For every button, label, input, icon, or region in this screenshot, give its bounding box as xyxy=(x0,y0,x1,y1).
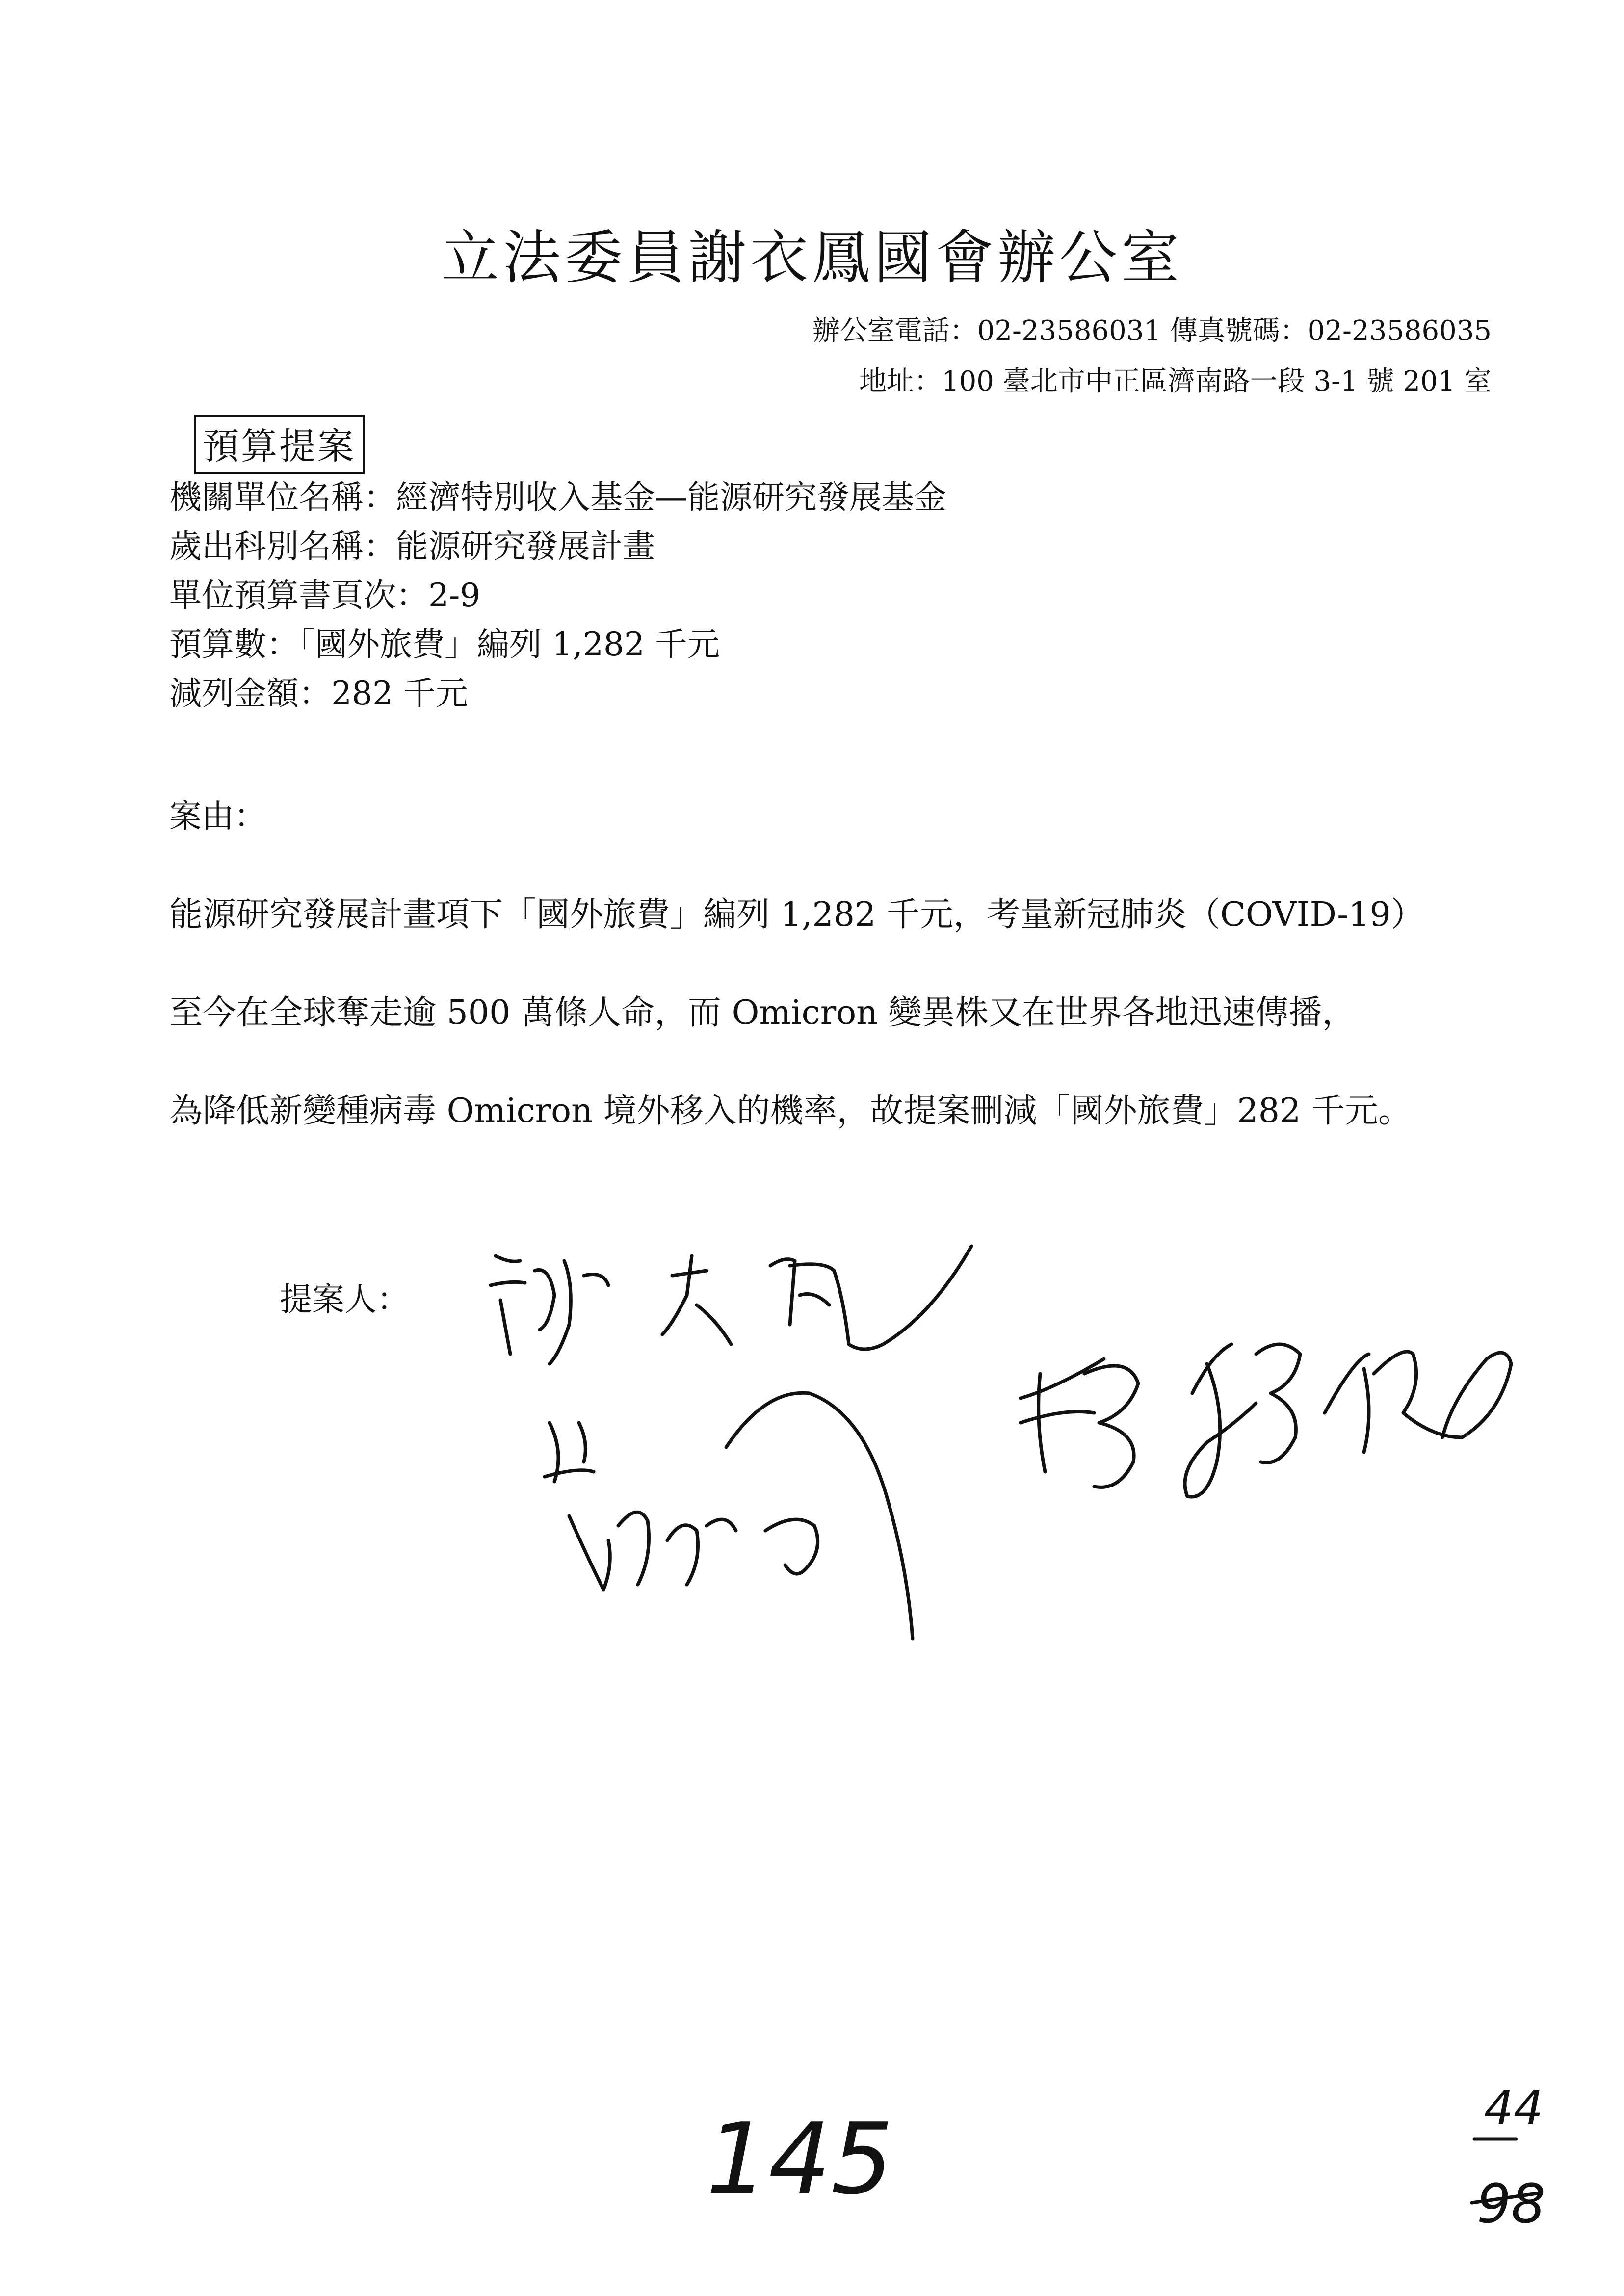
field-budget-page: 單位預算書頁次：2-9 xyxy=(169,576,481,614)
field-expenditure-category: 歲出科別名稱：能源研究發展計畫 xyxy=(169,527,655,565)
office-title: 立法委員謝衣鳳國會辦公室 xyxy=(441,224,1183,291)
signature-3 xyxy=(545,1393,913,1639)
page-number: 145 xyxy=(706,2102,893,2217)
reason-line: 能源研究發展計畫項下「國外旅費」編列 1,282 千元，考量新冠肺炎（COVID-19） xyxy=(169,895,1424,934)
proposer-label: 提案人： xyxy=(280,1280,409,1318)
corner-number-bottom: 98 xyxy=(1477,2172,1545,2235)
contact-phone-fax: 辦公室電話：02-23586031 傳真號碼：02-23586035 xyxy=(812,315,1492,347)
corner-number-top: 44 xyxy=(1484,2082,1544,2136)
reason-line: 至今在全球奪走逾 500 萬條人命，而 Omicron 變異株又在世界各地迅速傳播， xyxy=(169,993,1356,1032)
signature-2 xyxy=(1021,1344,1511,1497)
reason-label: 案由： xyxy=(169,797,266,835)
reason-line: 為降低新變種病毒 Omicron 境外移入的機率，故提案刪減「國外旅費」282 千元。 xyxy=(169,1092,1412,1130)
field-budget-amount: 預算數：「國外旅費」編列 1,282 千元 xyxy=(169,626,720,663)
proposal-tag: 預算提案 xyxy=(194,415,365,474)
field-reduction-amount: 減列金額：282 千元 xyxy=(169,675,468,712)
contact-address: 地址：100 臺北市中正區濟南路一段 3-1 號 201 室 xyxy=(859,365,1492,397)
field-agency-name: 機關單位名稱：經濟特別收入基金—能源研究發展基金 xyxy=(169,478,946,516)
signature-1 xyxy=(491,1246,971,1364)
